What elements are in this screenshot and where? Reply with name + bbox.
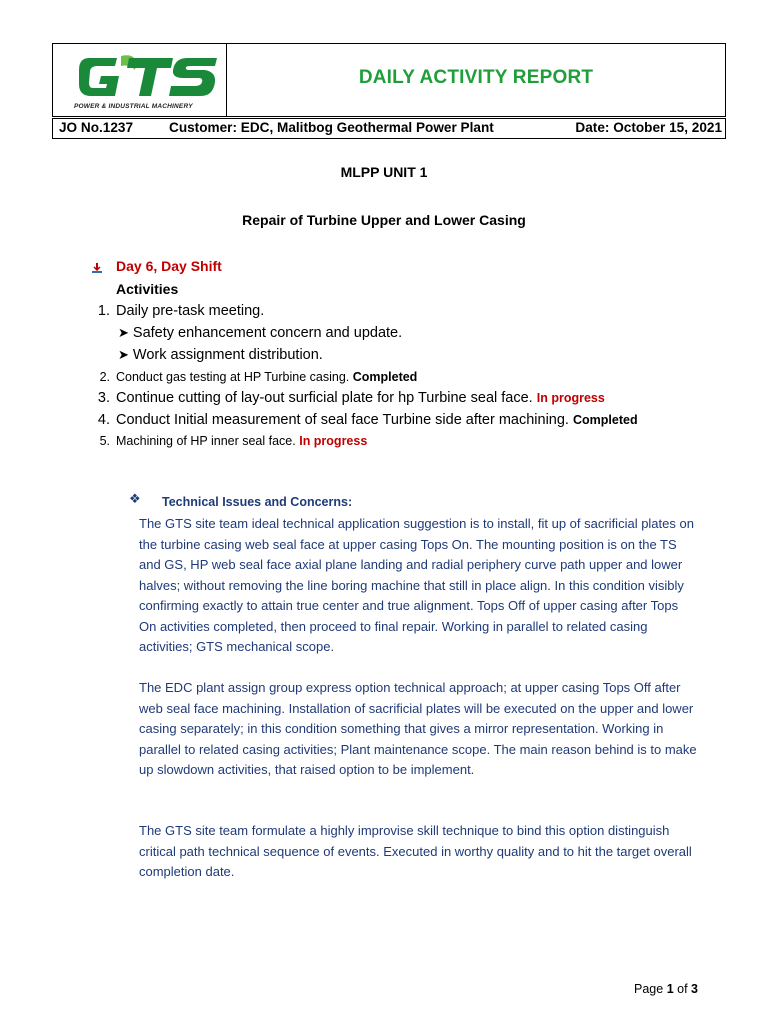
page-current: 1	[666, 982, 674, 996]
activity-text: Conduct Initial measurement of seal face Turbine side after machining.	[116, 412, 569, 428]
download-arrow-bullet-icon	[91, 262, 103, 274]
paragraph-text: The GTS site team formulate a highly improvise skill technique to bind this option distinguish critical path technical sequence of events. Executed in worthy quality and to hit the target overall completion date.	[139, 823, 692, 879]
page-total: 3	[691, 982, 698, 996]
activity-number: 2.	[99, 370, 110, 384]
technical-paragraph-1	[139, 514, 699, 658]
status-completed: Completed	[352, 370, 418, 384]
document-title: DAILY ACTIVITY REPORT	[358, 67, 594, 88]
arrow-bullet-icon: ➤	[118, 347, 129, 362]
status-completed: Completed	[573, 413, 638, 427]
title-cell	[227, 44, 725, 116]
sub-item-text: Safety enhancement concern and update.	[132, 325, 403, 341]
page-of: of	[677, 982, 688, 996]
paragraph-text: The EDC plant assign group express option technical approach; at upper casing Tops Off after web seal face machining. Installation of sacrificial plates will be executed on the upper and lower casing separately; in this condition something that gives a mirror representation. Working in parallel to related casing activities; Plant maintenance scope. The main reason behind is to make up slowdown activities, that raised option to be implement.	[139, 680, 697, 777]
technical-issues-heading: Technical Issues and Concerns:	[162, 495, 353, 509]
activity-number: 3.	[97, 390, 110, 406]
activity-text: Daily pre-task meeting.	[116, 303, 265, 319]
customer-name: Customer: EDC, Malitbog Geothermal Power Plant	[169, 120, 494, 135]
status-in-progress: In progress	[536, 391, 605, 405]
report-date: Date: October 15, 2021	[575, 120, 722, 135]
day-shift-label: Day 6, Day Shift	[116, 258, 222, 274]
report-header	[52, 43, 726, 117]
sub-item-text: Work assignment distribution.	[132, 347, 323, 363]
activities-label: Activities	[116, 281, 179, 297]
status-in-progress: In progress	[299, 434, 368, 448]
technical-paragraph-2	[139, 678, 699, 781]
job-order-number: JO No.1237	[59, 120, 134, 135]
gts-logo	[77, 52, 227, 102]
activity-number: 1.	[97, 303, 110, 319]
activity-text: Machining of HP inner seal face.	[116, 434, 296, 448]
sub-item	[118, 325, 402, 341]
info-row	[52, 118, 726, 139]
logo-subtitle: POWER & INDUSTRIAL MACHINERY	[74, 103, 193, 110]
logo-cell	[53, 44, 227, 116]
activity-number: 5.	[99, 434, 110, 448]
activity-text: Conduct gas testing at HP Turbine casing.	[116, 370, 350, 384]
sub-item	[118, 347, 323, 363]
page-word: Page	[634, 982, 664, 996]
repair-title: Repair of Turbine Upper and Lower Casing	[242, 212, 526, 228]
diamond-bullet-icon: ❖	[129, 491, 141, 506]
page-number	[634, 982, 698, 996]
activity-text: Continue cutting of lay-out surficial plate for hp Turbine seal face.	[116, 390, 533, 406]
unit-title: MLPP UNIT 1	[340, 164, 428, 180]
activity-number: 4.	[97, 412, 110, 428]
arrow-bullet-icon: ➤	[118, 325, 129, 340]
technical-paragraph-3	[139, 821, 699, 883]
paragraph-text: The GTS site team ideal technical application suggestion is to install, fit up of sacrificial plates on the turbine casing web seal face at upper casing Tops On. The mounting position is on the TS and GS, HP web seal face axial plane landing and radial periphery curve path upper and lower halves; without removing the line boring machine that still in place align. In this condition visibly confirming exactly to attain true center and true alignment. Tops Off of upper casing after Tops On activities completed, then proceed to final repair. Working in parallel to related casing activities; GTS mechanical scope.	[139, 516, 694, 654]
